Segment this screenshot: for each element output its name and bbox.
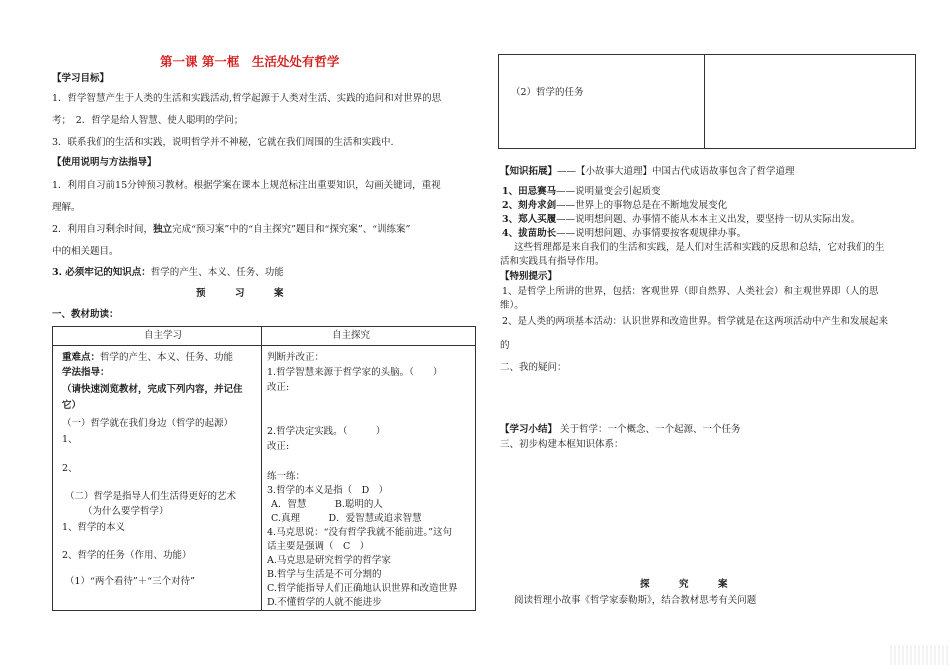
learning-goals-heading: 【学习目标】 — [52, 73, 110, 84]
table-head-self-explore: 自主探究 — [262, 327, 476, 346]
table-head-self-study: 自主学习 — [53, 327, 262, 346]
task-answer-cell — [705, 55, 916, 149]
my-questions: 二、我的疑问： — [500, 362, 567, 373]
usage-heading: 【使用说明与方法指导】 — [52, 157, 157, 168]
goal-line-1: 1．哲学智慧产生于人类的生活和实践活动,哲学起源于人类对生活、实践的追问和对世界的思 — [52, 93, 442, 104]
preview-heading: 预 习 案 — [196, 288, 294, 299]
self-explore-cell: 判断并改正： 1.哲学智慧来源于哲学家的头脑。（ ） 改正: 2.哲学决定实践。（ ） 改正: 练一练： 3.哲学的本义是指（ D ） A．智慧 B.聪明的人 C.真理 D．爱智慧或追求智慧 4.马克思说：“没有哲学我就不能前进。”这句 话主要是强调（ C ） A.马克思是研究哲学的哲学家 B.哲学与生活是不可分割的 C.哲学能指导人们正确地认识世界和改造世界 D.不懂哲学的人就不能进步 — [262, 346, 476, 611]
tip-line-2: 维）。 — [500, 300, 524, 311]
summary-line-2: 活和实践具有指导作用。 — [500, 256, 605, 267]
usage-line-3: 2．利用自习剩余时间，独立完成“预习案”中的“自主探究”题目和“探究案”、“训练案” — [52, 224, 411, 235]
section-one-heading: 一、教材助读： — [52, 309, 119, 320]
task-cell: （2）哲学的任务 — [499, 55, 705, 149]
must-remember: 3. 必须牢记的知识点：哲学的产生、本义、任务、功能 — [52, 267, 284, 278]
study-summary: 【学习小结】 关于哲学：一个概念、一个起源、一个任务 — [500, 424, 741, 435]
tip-line-1: 1、是哲学上所讲的世界，包括：客观世界（即自然界、人类社会）和主观世界即（人的思 — [502, 286, 879, 297]
explore-text: 阅读哲理小故事《哲学家泰勒斯》，结合教材思考有关问题 — [514, 595, 757, 606]
usage-line-2: 理解。 — [52, 202, 81, 213]
tip-line-3: 2、是人类的两项基本活动：认识世界和改造世界。哲学就是在这两项活动中产生和发展起来 — [502, 316, 889, 327]
idiom-3: 3、郑人买履——说明想问题、办事情不能从本本主义出发，要坚持一切从实际出发。 — [502, 214, 861, 225]
page-title: 第一课 第一框 生活处处有哲学 — [160, 54, 340, 69]
page-edge-texture — [890, 645, 948, 665]
tip-line-4: 的 — [500, 340, 510, 351]
framework-heading: 三、初步构建本框知识体系： — [500, 439, 624, 450]
self-study-cell: 重难点：哲学的产生、本义、任务、功能 学法指导： （请快速浏览教材，完成下列内容，并记住 它） （一）哲学就在我们身边（哲学的起源） 1、 2、 （二）哲学是指导人们生活得更好的艺术 （为什么要学哲学） 1、哲学的本义 2、哲学的任务（作用、功能） （1）“两个看待”＋“三个对待” — [53, 346, 262, 611]
goal-line-2: 考； 2．哲学是给人智慧、使人聪明的学问； — [52, 115, 244, 126]
task-table — [498, 54, 916, 149]
usage-line-4: 中的相关题目。 — [52, 246, 119, 257]
knowledge-extension: 【知识拓展】——【小故事大道理】中国古代成语故事包含了哲学道理 — [500, 166, 795, 177]
usage-line-1: 1．利用自习前15分钟预习教材。根据学案在课本上规范标注出重要知识，勾画关键词，重视 — [52, 180, 441, 191]
summary-line-1: 这些哲理都是来自我们的生活和实践，是人们对生活和实践的反思和总结，它对我们的生 — [514, 242, 885, 253]
idiom-1: 1、田忌赛马——说明量变会引起质变 — [502, 186, 661, 197]
goal-line-3: 3．联系我们的生活和实践，说明哲学并不神秘，它就在我们周围的生活和实践中. — [52, 137, 394, 148]
study-table — [52, 326, 476, 611]
idiom-2: 2、刻舟求剑——世界上的事物总是在不断地发展变化 — [502, 200, 728, 211]
explore-heading: 探 究 案 — [640, 579, 738, 590]
idiom-4: 4、拔苗助长——说明想问题、办事情要按客观规律办事。 — [502, 228, 747, 239]
special-tip-heading: 【特别提示】 — [500, 271, 558, 282]
